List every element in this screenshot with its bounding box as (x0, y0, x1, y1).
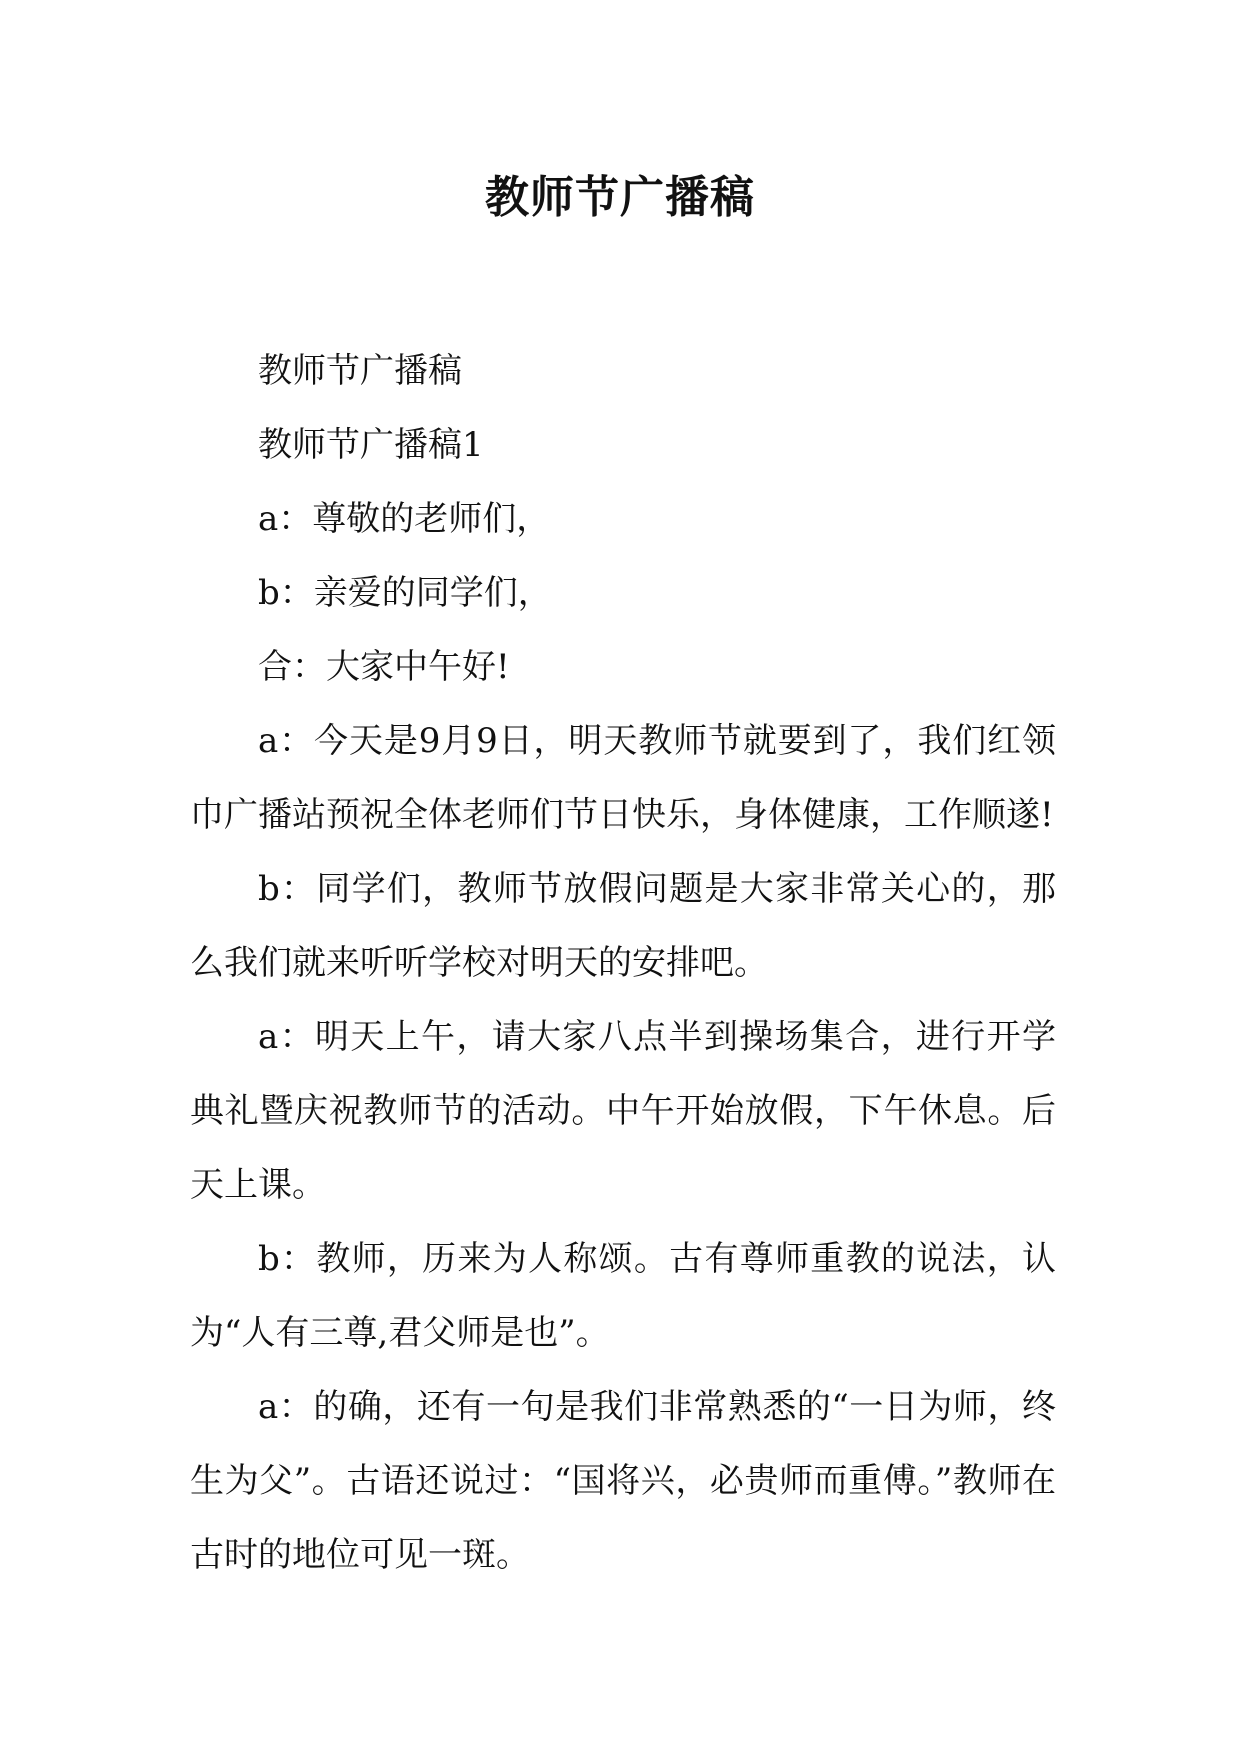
paragraph: a：今天是9月9日，明天教师节就要到了，我们红领巾广播站预祝全体老师们节日快乐，身体健康，工作顺遂! (190, 721, 1056, 835)
document-body (190, 334, 1056, 1592)
paragraph: b：亲爱的同学们， (258, 573, 552, 613)
paragraph: 合：大家中午好! (258, 647, 510, 687)
paragraph: 教师节广播稿1 (258, 425, 484, 465)
paragraph: b：教师，历来为人称颂。古有尊师重教的说法，认为“人有三尊,君父师是也”。 (190, 1239, 1056, 1353)
paragraph: a：的确，还有一句是我们非常熟悉的“一日为师，终生为父”。古语还说过：“国将兴，必贵师而重傅。”教师在古时的地位可见一斑。 (190, 1387, 1056, 1575)
paragraph: b：同学们，教师节放假问题是大家非常关心的，那么我们就来听听学校对明天的安排吧。 (190, 869, 1056, 983)
paragraph: a：明天上午，请大家八点半到操场集合，进行开学典礼暨庆祝教师节的活动。中午开始放假，下午休息。后天上课。 (190, 1017, 1056, 1205)
paragraph: 教师节广播稿 (258, 351, 462, 391)
paragraph: a：尊敬的老师们， (258, 499, 551, 539)
document-title: 教师节广播稿 (485, 172, 755, 223)
